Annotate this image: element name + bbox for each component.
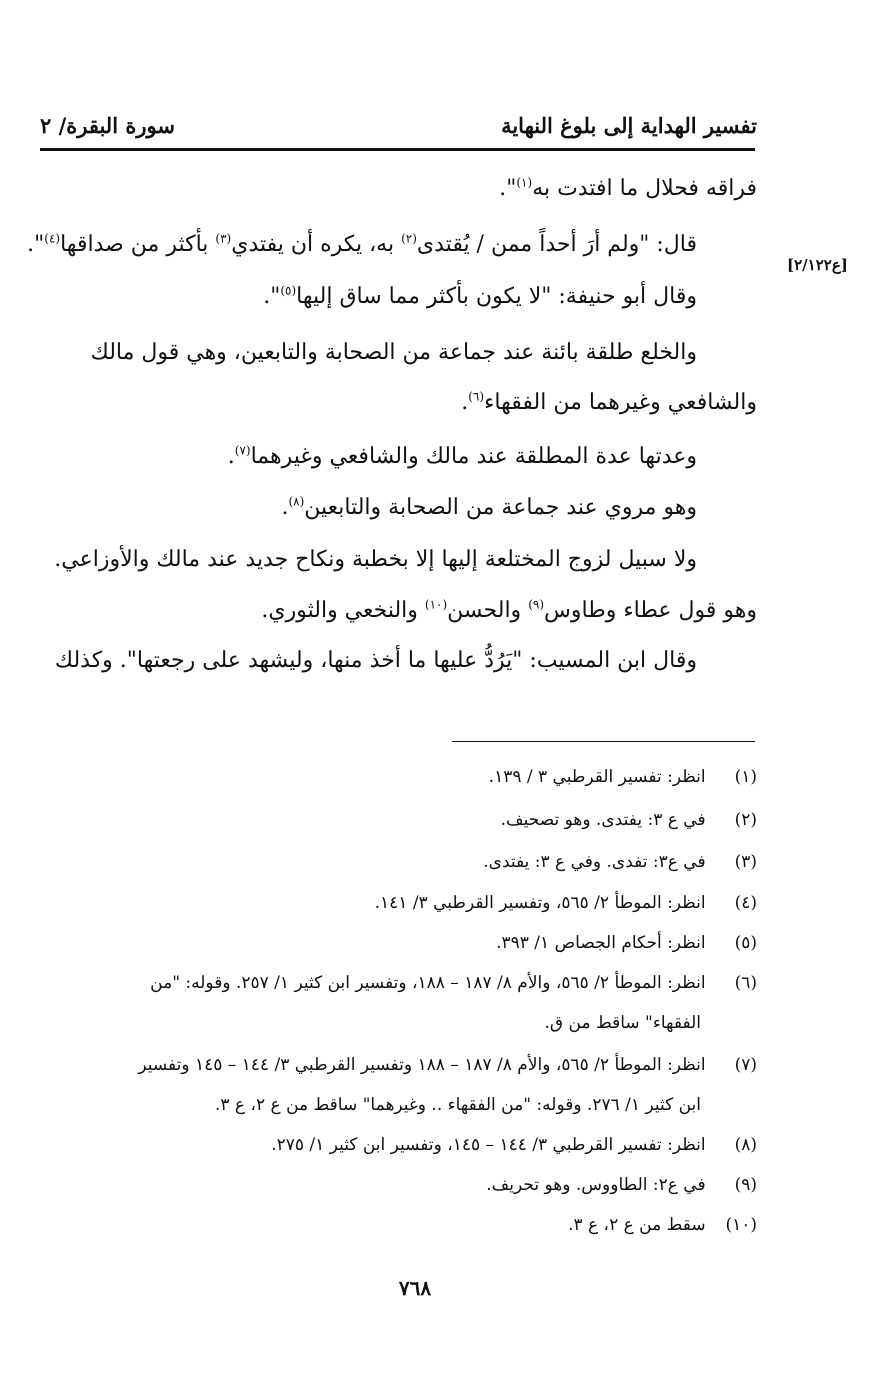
footnote-ref[interactable]: (٦) xyxy=(468,389,485,404)
footnote-ref[interactable]: (٩) xyxy=(528,597,545,612)
footnote-ref[interactable]: (٨) xyxy=(288,494,305,509)
margin-manuscript-ref: [ع٢/١٢٢] xyxy=(787,256,848,274)
text-line-3: وقال أبو حنيفة: "لا يكون بأكثر مما ساق إليها$^{(٥)}$". xyxy=(263,283,697,309)
text-line-6: وعدتها عدة المطلقة عند مالك والشافعي وغيرهما$^{(٧)}$. xyxy=(227,443,697,469)
footnote: (٤) انظر: الموطأ ٢/ ٥٦٥، وتفسير القرطبي ٣/ ١٤١. xyxy=(374,893,757,913)
header-rule xyxy=(40,148,755,151)
book-title: تفسير الهداية إلى بلوغ النهاية xyxy=(501,113,757,138)
footnote-continuation: ابن كثير ١/ ٢٧٦. وقوله: "من الفقهاء .. وغيرهما" ساقط من ع ٢، ع ٣. xyxy=(214,1095,701,1115)
footnote-ref[interactable]: (٤) xyxy=(44,231,61,246)
footnote: (٥) انظر: أحكام الجصاص ١/ ٣٩٣. xyxy=(496,933,757,953)
footnote-ref[interactable]: (٥) xyxy=(280,283,297,298)
footnote-separator xyxy=(452,741,755,742)
footnote: (٢) في ع ٣: يفتدى. وهو تصحيف. xyxy=(500,810,757,830)
text-line-2: قال: "ولم أرَ أحداً ممن / يُقتدى$^{(٢)}$ به، يكره أن يفتدي$^{(٣)}$ بأكثر من صداقها$^{(٤)}$". xyxy=(27,231,697,257)
footnote: (٨) انظر: تفسير القرطبي ٣/ ١٤٤ – ١٤٥، وتفسير ابن كثير ١/ ٢٧٥. xyxy=(271,1135,757,1155)
footnote: (١) انظر: تفسير القرطبي ٣ / ١٣٩. xyxy=(488,767,757,787)
text-line-9: وهو قول عطاء وطاوس$^{(٩)}$ والحسن$^{(١٠)}$ والنخعي والثوري. xyxy=(261,597,757,623)
footnote: (٦) انظر: الموطأ ٢/ ٥٦٥، والأم ٨/ ١٨٧ – ١٨٨، وتفسير ابن كثير ١/ ٢٥٧. وقوله: "من xyxy=(150,973,757,993)
footnote: (٣) في ع٣: تفدى. وفي ع ٣: يفتدى. xyxy=(483,852,757,872)
footnote-ref[interactable]: (٧) xyxy=(234,443,251,458)
text-line-1: فراقه فحلال ما افتدت به$^{(١)}$". xyxy=(499,175,757,201)
footnote: (٧) انظر: الموطأ ٢/ ٥٦٥، والأم ٨/ ١٨٧ – ١٨٨ وتفسير القرطبي ٣/ ١٤٤ – ١٤٥ وتفسير xyxy=(138,1055,757,1075)
text-line-10: وقال ابن المسيب: "يَرُدُّ عليها ما أخذ منها، وليشهد على رجعتها". وكذلك xyxy=(54,648,697,673)
page-number: ٧٦٨ xyxy=(398,1276,432,1300)
text-line-7: وهو مروي عند جماعة من الصحابة والتابعين$^{(٨)}$. xyxy=(281,494,697,520)
footnote-ref[interactable]: (٢) xyxy=(401,231,417,246)
footnote-ref[interactable]: (١) xyxy=(516,175,533,190)
footnote-ref[interactable]: (٣) xyxy=(215,231,232,246)
footnote-ref[interactable]: (١٠) xyxy=(424,597,448,612)
footnote: (١٠) سقط من ع ٢، ع ٣. xyxy=(568,1215,757,1235)
surah-label: سورة البقرة/ ٢ xyxy=(40,113,175,138)
text-line-8: ولا سبيل لزوج المختلعة إليها إلا بخطبة ونكاح جديد عند مالك والأوزاعي. xyxy=(54,547,697,572)
footnote: (٩) في ع٢: الطاووس. وهو تحريف. xyxy=(486,1175,757,1195)
text-line-4: والخلع طلقة بائنة عند جماعة من الصحابة والتابعين، وهي قول مالك xyxy=(90,340,697,365)
text-line-5: والشافعي وغيرهما من الفقهاء$^{(٦)}$. xyxy=(461,389,757,415)
footnote-continuation: الفقهاء" ساقط من ق. xyxy=(544,1013,701,1033)
